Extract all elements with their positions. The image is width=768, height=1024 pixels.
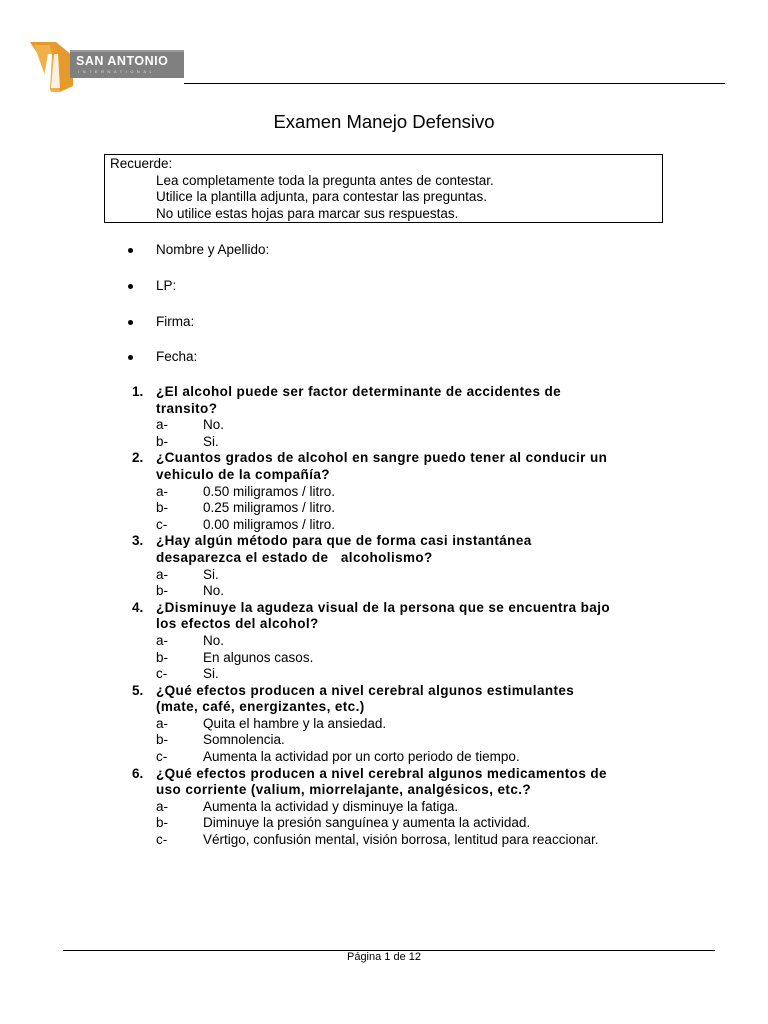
question-text: ¿Hay algún método para que de forma casi instantánea — [156, 533, 532, 549]
question — [132, 384, 692, 450]
option-letter: b- — [156, 583, 169, 599]
bullet-icon — [128, 284, 133, 289]
answer-option — [156, 567, 692, 584]
question-number: 3. — [132, 533, 144, 549]
answer-option — [156, 434, 692, 451]
answer-option — [156, 832, 692, 849]
page-header — [30, 42, 725, 98]
answer-option — [156, 749, 692, 766]
question — [132, 766, 692, 849]
option-text: Si. — [203, 566, 219, 582]
option-text: 0.00 miligramos / litro. — [203, 516, 336, 532]
question-text: desaparezca el estado de alcoholismo? — [156, 549, 433, 565]
question-number: 1. — [132, 384, 144, 399]
option-letter: c- — [156, 832, 168, 848]
field-label: Fecha: — [156, 349, 198, 364]
option-text: Aumenta la actividad y disminuye la fatiga. — [203, 798, 459, 814]
document-title: Examen Manejo Defensivo — [273, 111, 495, 132]
option-letter: b- — [156, 500, 169, 516]
option-letter: a- — [156, 417, 169, 433]
option-letter: a- — [156, 715, 169, 731]
option-text: No. — [203, 583, 225, 599]
option-text: Si. — [203, 433, 219, 449]
option-text: Aumenta la actividad por un corto periodo de tiempo. — [203, 749, 520, 765]
question — [132, 533, 692, 599]
option-text: Somnolencia. — [203, 732, 285, 748]
option-letter: b- — [156, 815, 169, 831]
field-label: Nombre y Apellido: — [156, 242, 270, 257]
answer-option — [156, 716, 692, 733]
bullet-icon — [128, 320, 133, 325]
option-text: 0.50 miligramos / litro. — [203, 483, 336, 499]
option-letter: a- — [156, 483, 169, 499]
question-text: uso corriente (valium, miorrelajante, analgésicos, etc.? — [156, 782, 532, 798]
answer-option — [156, 517, 692, 534]
question-text: ¿Qué efectos producen a nivel cerebral algunos estimulantes — [156, 682, 575, 698]
reminder-line: Lea completamente toda la pregunta antes de contestar. — [156, 172, 494, 188]
answer-option — [156, 799, 692, 816]
logo-text: SAN ANTONIO — [76, 54, 169, 68]
reminder-line: No utilice estas hojas para marcar sus respuestas. — [156, 205, 459, 221]
option-letter: c- — [156, 749, 168, 765]
reminder-heading: Recuerde: — [110, 156, 173, 171]
reminder-line: Utilice la plantilla adjunta, para contestar las preguntas. — [156, 189, 487, 204]
field-label: Firma: — [156, 314, 195, 329]
option-text: No. — [203, 417, 225, 433]
question — [132, 600, 692, 683]
answer-option — [156, 417, 692, 434]
question — [132, 450, 692, 533]
option-letter: c- — [156, 666, 168, 682]
question-number: 4. — [132, 599, 144, 615]
question-text: ¿El alcohol puede ser factor determinante de accidentes de — [156, 384, 562, 399]
question-number: 6. — [132, 765, 144, 781]
question-number: 2. — [132, 450, 144, 466]
question-number: 5. — [132, 682, 144, 698]
option-text: En algunos casos. — [203, 649, 314, 665]
option-text: No. — [203, 632, 225, 648]
page-number: Página 1 de 12 — [346, 951, 421, 963]
question-list — [132, 384, 692, 849]
option-letter: b- — [156, 433, 169, 449]
question-text: ¿Qué efectos producen a nivel cerebral algunos medicamentos de — [156, 765, 607, 781]
option-letter: b- — [156, 649, 169, 665]
option-text: Vértigo, confusión mental, visión borrosa, lentitud para reaccionar. — [203, 832, 599, 848]
answer-option — [156, 650, 692, 667]
option-text: Si. — [203, 666, 219, 682]
option-letter: c- — [156, 516, 168, 532]
question-text: (mate, café, energizantes, etc.) — [156, 699, 365, 715]
option-text: 0.25 miligramos / litro. — [203, 500, 336, 516]
question-text: los efectos del alcohol? — [156, 616, 319, 632]
answer-option — [156, 484, 692, 501]
reminder-box — [104, 154, 663, 223]
option-letter: b- — [156, 732, 169, 748]
option-letter: a- — [156, 566, 169, 582]
answer-option — [156, 666, 692, 683]
answer-option — [156, 633, 692, 650]
option-text: Diminuye la presión sanguínea y aumenta la actividad. — [203, 815, 531, 831]
header-divider — [184, 83, 725, 84]
question-text: transito? — [156, 400, 218, 416]
answer-option — [156, 815, 692, 832]
field-label: LP: — [156, 278, 177, 293]
question — [132, 683, 692, 766]
logo-subtext: INTERNATIONAL — [78, 69, 156, 74]
question-text: vehiculo de la compañía? — [156, 466, 330, 482]
bullet-icon — [128, 355, 133, 360]
answer-option — [156, 583, 692, 600]
option-text: Quita el hambre y la ansiedad. — [203, 715, 387, 731]
answer-option — [156, 732, 692, 749]
option-letter: a- — [156, 798, 169, 814]
bullet-icon — [128, 248, 133, 253]
answer-option — [156, 500, 692, 517]
question-text: ¿Disminuye la agudeza visual de la persona que se encuentra bajo — [156, 599, 610, 615]
option-letter: a- — [156, 632, 169, 648]
question-text: ¿Cuantos grados de alcohol en sangre puedo tener al conducir un — [156, 450, 608, 466]
